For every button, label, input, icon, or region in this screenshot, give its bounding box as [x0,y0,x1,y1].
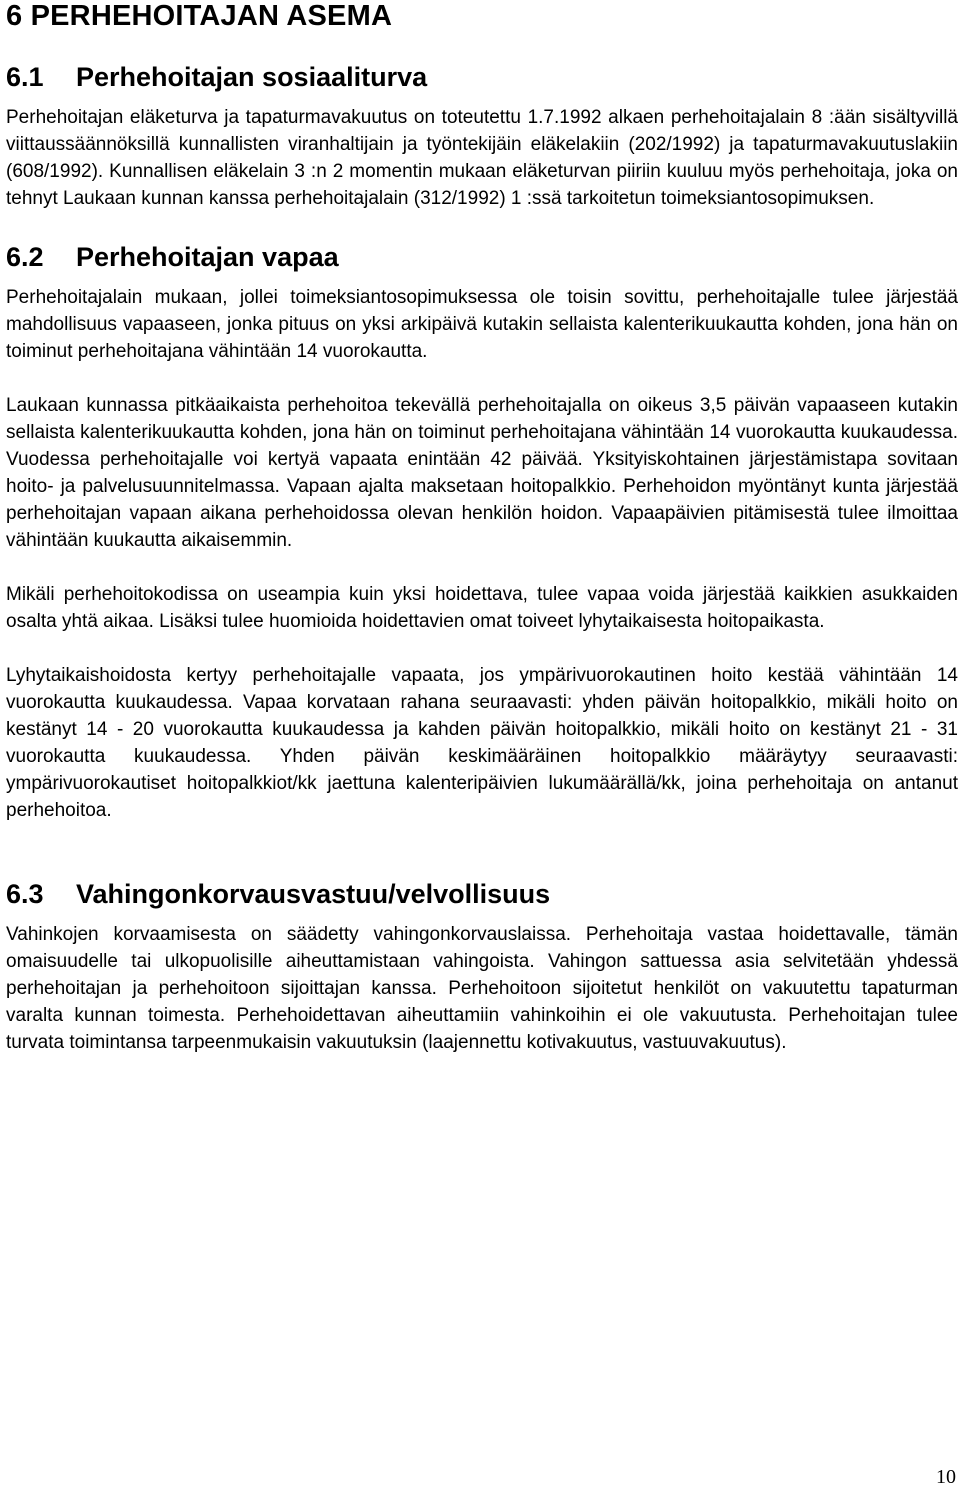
paragraph: Laukaan kunnassa pitkäaikaista perhehoitoa tekevällä perhehoitajalla on oikeus 3,5 päivän vapaaseen kutakin sellaista kalenterikuukautta kohden, jona hän on toiminut perhehoitajana vähintään 14 vuorokautta kuukaudessa. Vuodessa perhehoitajalle voi kertyä vapaata enintään 42 päivää. Yksityiskohtainen järjestämistapa sovitaan hoito- ja palvelusuunnitelmassa. Vapaan ajalta maksetaan hoitopalkkio. Perhehoidon myöntänyt kunta järjestää perhehoitajan vapaan aikana perhehoidossa olevan henkilön hoidon. Vapaapäivien pitämisestä tulee ilmoittaa vähintään kuukautta aikaisemmin. [6,395,958,551]
document-page [6,0,958,1056]
paragraph: Perhehoitajan eläketurva ja tapaturmavakuutus on toteutettu 1.7.1992 alkaen perhehoitajalain 8 :ään sisältyvillä viittaussäännöksillä kunnallisten viranhaltijain ja työntekijäin eläkelakiin (202/1992) ja tapaturmavakuutuslakiin (608/1992). Kunnallisen eläkelain 3 :n 2 momentin mukaan eläketurvan piiriin kuuluu myös perhehoitaja, joka on tehnyt Laukaan kunnan kanssa perhehoitajalain (312/1992) 1 :ssä tarkoitetun toimeksiantosopimuksen. [6,107,958,209]
paragraph: Vahinkojen korvaamisesta on säädetty vahingonkorvauslaissa. Perhehoitaja vastaa hoidettavalle, tämän omaisuudelle tai ulkopuolisille aiheuttamistaan vahingoista. Vahingon sattuessa asia selvitetään yhdessä perhehoitajan ja perhehoitoon sijoittajan kanssa. Perhehoitoon sijoitetut henkilöt on vakuutettu tapaturman varalta kunnan toimesta. Perhehoidettavan aiheuttamiin vahinkoihin ei ole vakuutusta. Perhehoitajan tulee turvata toimintansa tarpeenmukaisin vakuutuksin (laajennettu kotivakuutus, vastuuvakuutus). [6,924,958,1053]
section-number: 6.1 [6,62,44,92]
chapter-title: 6 PERHEHOITAJAN ASEMA [6,0,393,32]
section-heading-6-2 [6,241,958,273]
section-heading-6-3 [6,878,958,910]
page-number: 10 [936,1466,956,1488]
section-title: Perhehoitajan vapaa [76,242,339,272]
paragraph: Mikäli perhehoitokodissa on useampia kuin yksi hoidettava, tulee vapaa voida järjestää kaikkien asukkaiden osalta yhtä aikaa. Lisäksi tulee huomioida hoidettavien omat toiveet lyhytaikaisesta hoitopaikasta. [6,584,958,632]
paragraph: Perhehoitajalain mukaan, jollei toimeksiantosopimuksessa ole toisin sovittu, perhehoitajalle tulee järjestää mahdollisuus vapaaseen, jonka pituus on yksi arkipäivä kutakin sellaista kalenterikuukautta kohden, jona hän on toiminut perhehoitajana vähintään 14 vuorokautta. [6,287,958,362]
section-title: Perhehoitajan sosiaaliturva [76,62,428,92]
paragraph: Lyhytaikaishoidosta kertyy perhehoitajalle vapaata, jos ympärivuorokautinen hoito kestää vähintään 14 vuorokautta kuukaudessa. Vapaa korvataan rahana seuraavasti: yhden päivän hoitopalkkio, mikäli hoito on kestänyt 14 - 20 vuorokautta kuukaudessa ja kahden päivän hoitopalkkio, mikäli hoito on kestänyt 21 - 31 vuorokautta kuukaudessa. Yhden päivän keskimääräinen hoitopalkkio määräytyy seuraavasti: ympärivuorokautiset hoitopalkkiot/kk jaettuna kalenteripäivien lukumäärällä/kk, joina perhehoitaja on antanut perhehoitoa. [6,665,958,821]
section-heading-6-1 [6,61,958,93]
section-number: 6.3 [6,879,44,909]
section-number: 6.2 [6,242,44,272]
section-title: Vahingonkorvausvastuu/velvollisuus [76,879,551,909]
